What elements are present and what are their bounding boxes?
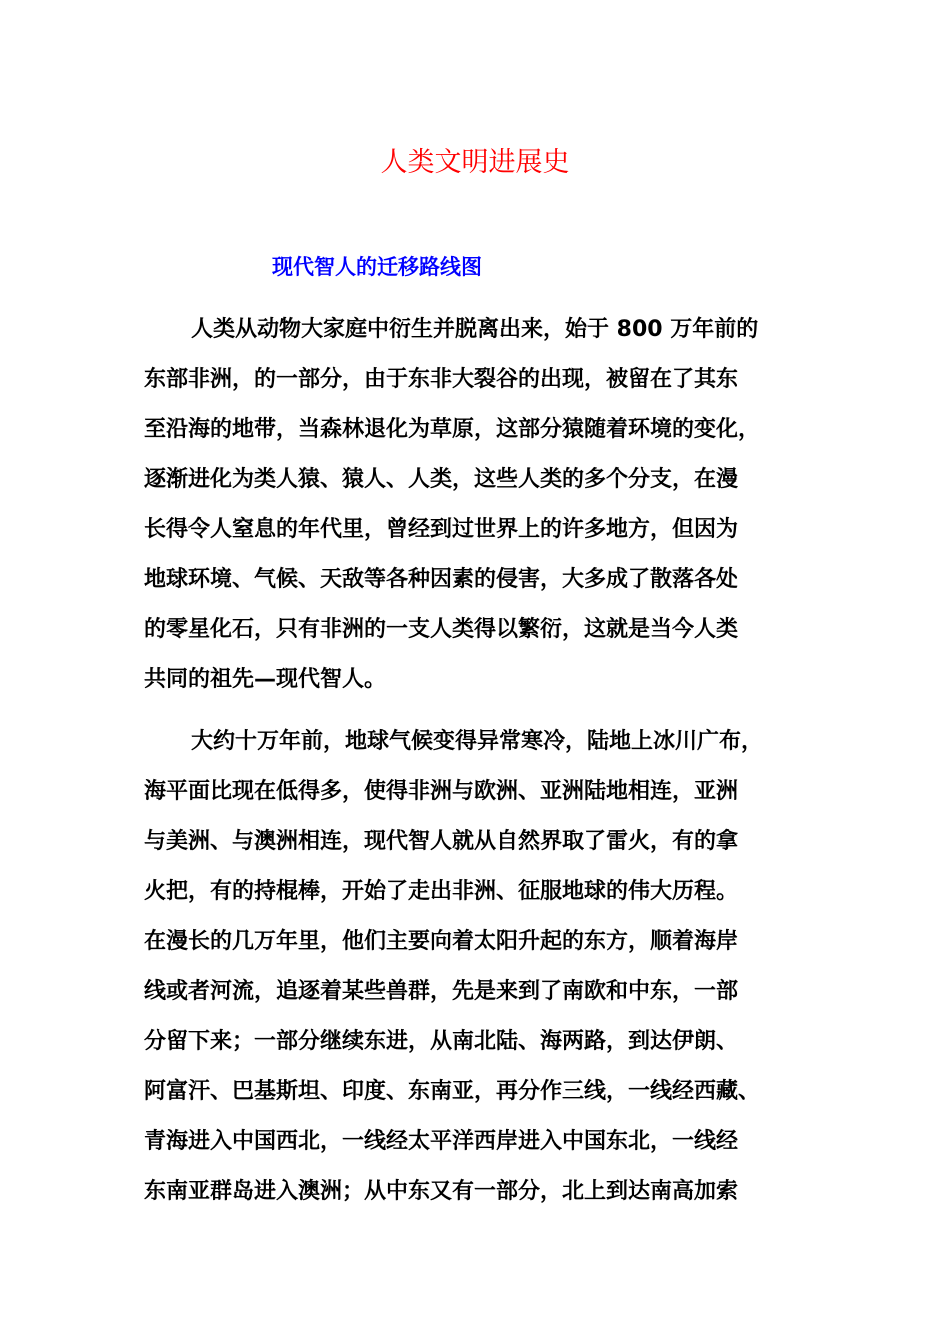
- text-line: 东部非洲，的一部分，由于东非大裂谷的出现，被留在了其东: [144, 367, 739, 392]
- text-line: 大约十万年前，地球气候变得异常寒冷，陆地上冰川广布，: [191, 729, 764, 754]
- paragraph-2: [144, 727, 812, 1227]
- text-line: 青海进入中国西北，一线经太平洋西岸进入中国东北，一线经: [144, 1129, 739, 1154]
- section-heading: 现代智人的迁移路线图: [272, 255, 482, 279]
- text-line: 长得令人窒息的年代里，曾经到过世界上的许多地方，但因为: [144, 517, 739, 542]
- text-line: 在漫长的几万年里，他们主要向着太阳升起的东方，顺着海岸: [144, 929, 739, 954]
- text-line: 共同的祖先—现代智人。: [144, 667, 387, 692]
- text-line: 的零星化石，只有非洲的一支人类得以繁衍，这就是当今人类: [144, 617, 739, 642]
- text-line: 分留下来；一部分继续东进，从南北陆、海两路，到达伊朗、: [144, 1029, 739, 1054]
- text-line: 东南亚群岛进入澳洲；从中东又有一部分，北上到达南高加索: [144, 1179, 739, 1204]
- paragraph-1: [144, 315, 812, 715]
- text-line: 线或者河流，追逐着某些兽群，先是来到了南欧和中东，一部: [144, 979, 739, 1004]
- text-line: 人类从动物大家庭中衍生并脱离出来，始于 800 万年前的: [191, 317, 759, 342]
- text-line: 阿富汗、巴基斯坦、印度、东南亚，再分作三线，一线经西藏、: [144, 1079, 761, 1104]
- text-line: 地球环境、气候、天敌等各种因素的侵害，大多成了散落各处: [144, 567, 739, 592]
- text-line: 逐渐进化为类人猿、猿人、人类，这些人类的多个分支，在漫: [144, 467, 739, 492]
- text-line: 与美洲、与澳洲相连，现代智人就从自然界取了雷火，有的拿: [144, 829, 739, 854]
- text-line: 海平面比现在低得多，使得非洲与欧洲、亚洲陆地相连，亚洲: [144, 779, 739, 804]
- text-line: 至沿海的地带，当森林退化为草原，这部分猿随着环境的变化，: [144, 417, 761, 442]
- document-title: 人类文明进展史: [380, 147, 570, 178]
- text-line: 火把，有的持棍棒，开始了走出非洲、征服地球的伟大历程。: [144, 879, 739, 904]
